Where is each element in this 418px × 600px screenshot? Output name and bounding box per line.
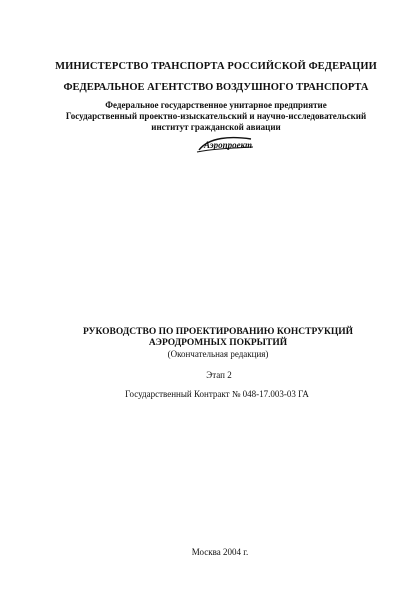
document-stage: Этап 2: [206, 370, 232, 380]
logo-text: Аэропроект: [204, 140, 253, 150]
organization-line-3: институт гражданской авиации: [151, 122, 281, 132]
agency-name: ФЕДЕРАЛЬНОЕ АГЕНТСТВО ВОЗДУШНОГО ТРАНСПОРТА: [63, 82, 369, 93]
organization-line-2: Государственный проектно-изыскательский и научно-исследовательский: [65, 111, 367, 121]
place-and-date: Москва 2004 г.: [191, 547, 249, 557]
ministry-name: МИНИСТЕРСТВО ТРАНСПОРТА РОССИЙСКОЙ ФЕДЕРАЦИИ: [55, 61, 377, 72]
aeroproekt-logo-icon: [195, 135, 255, 155]
document-title-line-2: АЭРОДРОМНЫХ ПОКРЫТИЙ: [148, 338, 288, 348]
document-contract: Государственный Контракт № 048-17.003-03 ГА: [125, 389, 309, 399]
document-title-line-1: РУКОВОДСТВО ПО ПРОЕКТИРОВАНИЮ КОНСТРУКЦИЙ: [82, 327, 354, 337]
document-edition: (Окончательная редакция): [167, 349, 269, 359]
organization-line-1: Федеральное государственное унитарное предприятие: [105, 100, 327, 110]
